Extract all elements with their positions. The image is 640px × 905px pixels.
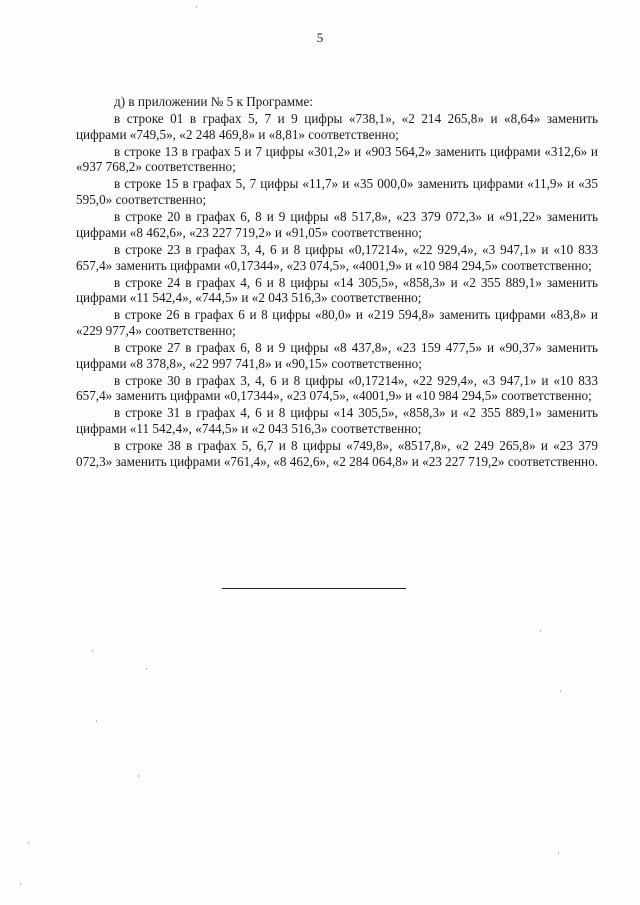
amendment-paragraph: в строке 20 в графах 6, 8 и 9 цифры «8 517,8», «23 379 072,3» и «91,22» заменить цифрами «8 462,6», «23 227 719,2» и «91,05» соответственно; bbox=[76, 209, 598, 240]
scan-speck bbox=[20, 883, 21, 885]
scan-speck bbox=[558, 852, 559, 854]
scan-speck bbox=[146, 668, 147, 670]
scan-speck bbox=[92, 650, 93, 652]
scan-speck bbox=[138, 775, 139, 777]
amendment-paragraph: в строке 27 в графах 6, 8 и 9 цифры «8 437,8», «23 159 477,5» и «90,37» заменить цифрами «8 378,8», «22 997 741,8» и «90,15» соответственно; bbox=[76, 339, 598, 371]
scan-speck bbox=[560, 690, 561, 692]
amendment-paragraph: в строке 30 в графах 3, 4, 6 и 8 цифры «0,17214», «22 929,4», «3 947,1» и «10 833 657,4» заменить цифрами «0,17344», «23 074,5», «4001,9» и «10 984 294,5» соответственно; bbox=[76, 372, 598, 404]
amendment-paragraph: в строке 24 в графах 4, 6 и 8 цифры «14 305,5», «858,3» и «2 355 889,1» заменить цифрами «11 542,4», «744,5» и «2 043 516,3» соответственно; bbox=[76, 274, 598, 306]
amendment-paragraph: в строке 38 в графах 5, 6,7 и 8 цифры «749,8», «8517,8», «2 249 265,8» и «23 379 072,3» заменить цифрами «761,4», «8 462,6», «2 284 064,8» и «23 227 719,2» соответственно. bbox=[76, 438, 598, 469]
document-body bbox=[76, 94, 598, 471]
amendment-paragraph: в строке 23 в графах 3, 4, 6 и 8 цифры «0,17214», «22 929,4», «3 947,1» и «10 833 657,4» заменить цифрами «0,17344», «23 074,5», «4001,9» и «10 984 294,5» соответственно; bbox=[76, 241, 598, 273]
scan-speck bbox=[96, 720, 97, 722]
scan-speck bbox=[196, 6, 197, 8]
amendment-paragraph: в строке 01 в графах 5, 7 и 9 цифры «738,1», «2 214 265,8» и «8,64» заменить цифрами «749,5», «2 248 469,8» и «8,81» соответственно; bbox=[76, 111, 598, 142]
amendment-paragraph: в строке 26 в графах 6 и 8 цифры «80,0» и «219 594,8» заменить цифрами «83,8» и «229 977,4» соответственно; bbox=[76, 307, 598, 338]
separator-line bbox=[222, 588, 406, 589]
scan-speck bbox=[28, 842, 29, 844]
section-intro: д) в приложении № 5 к Программе: bbox=[114, 94, 313, 109]
scan-speck bbox=[540, 630, 541, 632]
amendment-paragraph: в строке 15 в графах 5, 7 цифры «11,7» и «35 000,0» заменить цифрами «11,9» и «35 595,0» соответственно; bbox=[76, 176, 598, 208]
amendment-paragraph: в строке 31 в графах 4, 6 и 8 цифры «14 305,5», «858,3» и «2 355 889,1» заменить цифрами «11 542,4», «744,5» и «2 043 516,3» соответственно; bbox=[76, 405, 598, 437]
page-number: 5 bbox=[316, 30, 324, 45]
amendment-paragraph: в строке 13 в графах 5 и 7 цифры «301,2» и «903 564,2» заменить цифрами «312,6» и «937 768,2» соответственно; bbox=[76, 143, 598, 175]
